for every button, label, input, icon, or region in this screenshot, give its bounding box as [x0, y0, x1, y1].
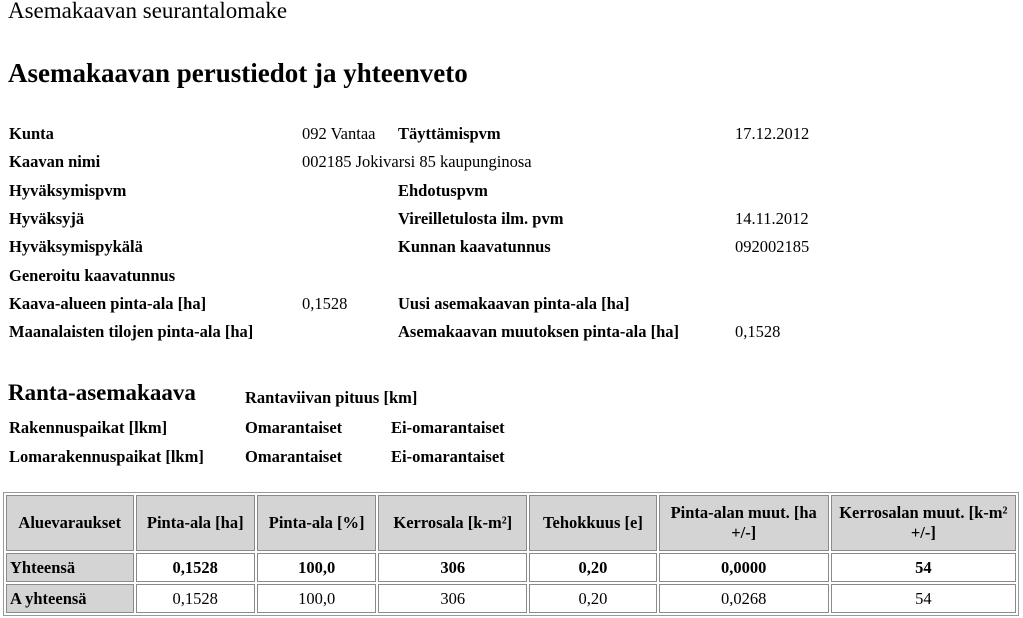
header-aluevaraukset: Aluevaraukset: [6, 495, 134, 551]
table-header-row: [6, 495, 1016, 551]
kaavatunnus-label: Kunnan kaavatunnus: [398, 237, 551, 256]
kaavatunnus-value: 092002185: [735, 237, 810, 256]
muutos-label: Asemakaavan muutoksen pinta-ala [ha]: [398, 322, 679, 341]
row-label: A yhteensä: [6, 584, 134, 613]
vireilletulo-label: Vireilletulosta ilm. pvm: [398, 209, 564, 228]
kunta-label: Kunta: [9, 124, 54, 143]
header-kerrosala: Kerrosala [k-m²]: [378, 495, 527, 551]
rakennuspaikat-ei-omarantaiset: Ei-omarantaiset: [391, 418, 505, 437]
rantaviiva-label: Rantaviivan pituus [km]: [245, 388, 418, 407]
cell-tehokkuus: 0,20: [529, 584, 657, 613]
cell-pinta-alan-muut: 0,0000: [659, 553, 829, 582]
kaavan-nimi-label: Kaavan nimi: [9, 152, 101, 171]
pinta-ala-label: Kaava-alueen pinta-ala [ha]: [9, 294, 207, 313]
rakennuspaikat-label: Rakennuspaikat [lkm]: [9, 418, 168, 437]
cell-pinta-ala-ha: 0,1528: [136, 553, 255, 582]
ranta-title: Ranta-asemakaava: [8, 380, 196, 405]
tayttamispvm-label: Täyttämispvm: [398, 124, 501, 143]
lomarakennuspaikat-label: Lomarakennuspaikat [lkm]: [9, 447, 204, 466]
ehdotuspvm-label: Ehdotuspvm: [398, 181, 488, 200]
cell-kerrosalan-muut: 54: [831, 553, 1016, 582]
summary-table: [3, 492, 1019, 616]
hyvaksymispykala-label: Hyväksymispykälä: [9, 237, 143, 256]
pinta-ala-value: 0,1528: [302, 294, 348, 313]
hyvaksymispvm-label: Hyväksymispvm: [9, 181, 127, 200]
table-row: [6, 553, 1016, 582]
generoitu-kaavatunnus-label: Generoitu kaavatunnus: [9, 266, 176, 285]
cell-pinta-ala-pct: 100,0: [257, 553, 376, 582]
header-pinta-ala-ha: Pinta-ala [ha]: [136, 495, 255, 551]
vireilletulo-value: 14.11.2012: [735, 209, 809, 228]
header-pinta-ala-pct: Pinta-ala [%]: [257, 495, 376, 551]
kaavan-nimi-value: 002185 Jokivarsi 85 kaupunginosa: [302, 152, 532, 171]
row-label: Yhteensä: [6, 553, 134, 582]
hyvaksyja-label: Hyväksyjä: [9, 209, 85, 228]
rakennuspaikat-omarantaiset: Omarantaiset: [245, 418, 343, 437]
uusi-pinta-ala-label: Uusi asemakaavan pinta-ala [ha]: [398, 294, 630, 313]
muutos-value: 0,1528: [735, 322, 781, 341]
section-title: Asemakaavan perustiedot ja yhteenveto: [8, 58, 468, 88]
document-title: Asemakaavan seurantalomake: [8, 0, 288, 23]
cell-pinta-alan-muut: 0,0268: [659, 584, 829, 613]
header-tehokkuus: Tehokkuus [e]: [529, 495, 657, 551]
tayttamispvm-value: 17.12.2012: [735, 124, 810, 143]
header-pinta-alan-muut: Pinta-alan muut. [ha +/-]: [659, 495, 829, 551]
maanalaiset-label: Maanalaisten tilojen pinta-ala [ha]: [9, 322, 254, 341]
cell-kerrosala: 306: [378, 584, 527, 613]
cell-tehokkuus: 0,20: [529, 553, 657, 582]
cell-pinta-ala-pct: 100,0: [257, 584, 376, 613]
lomarakennuspaikat-omarantaiset: Omarantaiset: [245, 447, 343, 466]
kunta-value: 092 Vantaa: [302, 124, 376, 143]
cell-pinta-ala-ha: 0,1528: [136, 584, 255, 613]
header-kerrosalan-muut: Kerrosalan muut. [k-m² +/-]: [831, 495, 1016, 551]
lomarakennuspaikat-ei-omarantaiset: Ei-omarantaiset: [391, 447, 505, 466]
cell-kerrosalan-muut: 54: [831, 584, 1016, 613]
cell-kerrosala: 306: [378, 553, 527, 582]
table-row: [6, 584, 1016, 613]
